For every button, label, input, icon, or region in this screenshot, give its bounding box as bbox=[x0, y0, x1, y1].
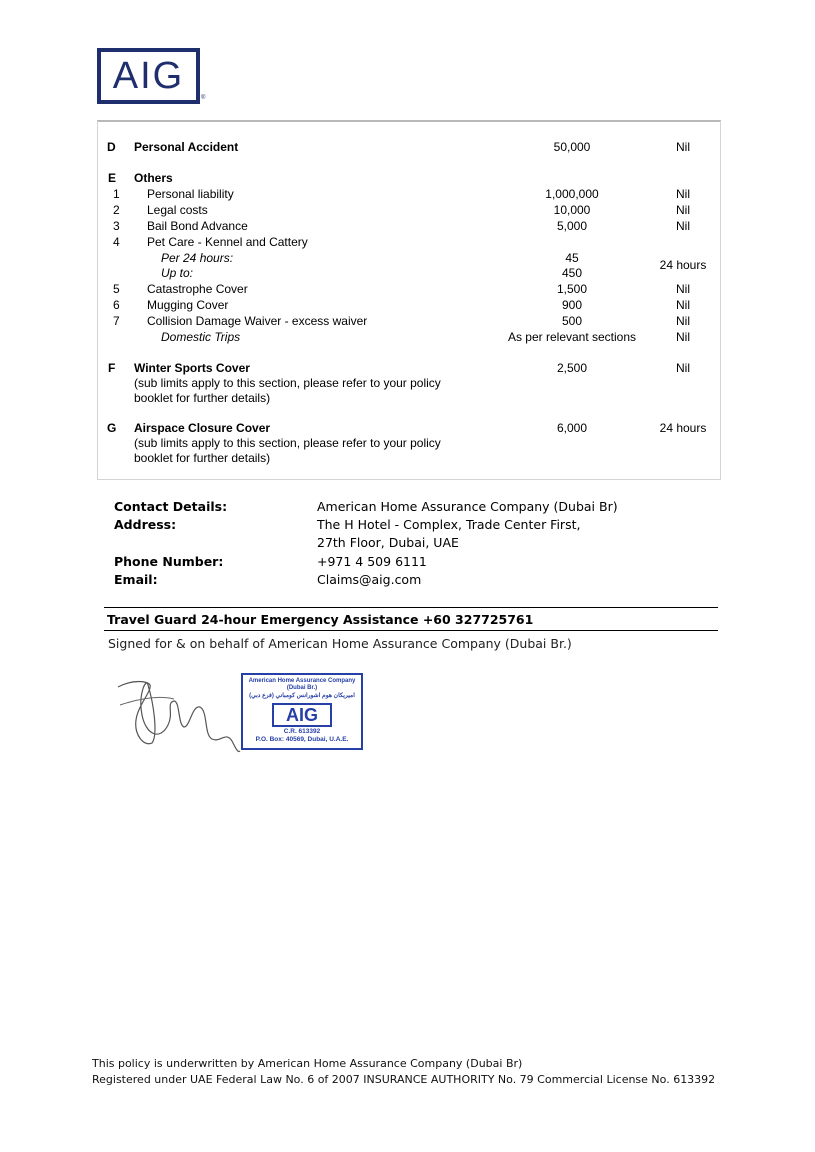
item-excess: Nil bbox=[676, 314, 690, 328]
section-g-excess: 24 hours bbox=[659, 421, 707, 435]
item-sum: 1,500 bbox=[556, 282, 588, 296]
item-num: 5 bbox=[113, 282, 120, 296]
section-f-title: Winter Sports Cover bbox=[134, 361, 250, 375]
section-d-excess: Nil bbox=[676, 140, 690, 154]
section-f-note: booklet for further details) bbox=[134, 391, 271, 405]
stamp-line-english: American Home Assurance Company (Dubai Br.) bbox=[248, 678, 356, 691]
item-num: 4 bbox=[113, 235, 120, 249]
pet-care-excess: 24 hours bbox=[659, 258, 707, 272]
emergency-assistance: Travel Guard 24-hour Emergency Assistance +60 327725761 bbox=[107, 612, 534, 627]
aig-logo bbox=[97, 48, 200, 104]
contact-details-label: Contact Details: bbox=[114, 499, 228, 514]
email-value: Claims@aig.com bbox=[317, 572, 422, 587]
item-excess: Nil bbox=[676, 187, 690, 201]
item-sum: 500 bbox=[561, 314, 583, 328]
item-excess: Nil bbox=[676, 330, 690, 344]
phone-label: Phone Number: bbox=[114, 554, 224, 569]
emergency-rule-bottom bbox=[104, 630, 718, 631]
item-sum: 45 bbox=[565, 251, 579, 265]
section-g-note: (sub limits apply to this section, please refer to your policy bbox=[134, 436, 441, 450]
stamp-line-arabic: اميريكان هوم اشورانس كومباني (فرع دبي) bbox=[249, 693, 355, 699]
section-f-note: (sub limits apply to this section, please refer to your policy bbox=[134, 376, 441, 390]
item-sublabel: Domestic Trips bbox=[161, 330, 241, 344]
item-label: Personal liability bbox=[147, 187, 234, 201]
item-sum: 10,000 bbox=[553, 203, 591, 217]
item-sum: 1,000,000 bbox=[545, 187, 599, 201]
footer-registration: Registered under UAE Federal Law No. 6 of 2007 INSURANCE AUTHORITY No. 79 Commercial License No. 613392 bbox=[92, 1073, 716, 1086]
address-line: The H Hotel - Complex, Trade Center First, bbox=[317, 517, 581, 532]
item-label: Pet Care - Kennel and Cattery bbox=[147, 235, 308, 249]
item-excess: Nil bbox=[676, 203, 690, 217]
item-label: Legal costs bbox=[147, 203, 208, 217]
stamp-pobox: P.O. Box: 40569, Dubai, U.A.E. bbox=[255, 736, 349, 743]
item-num: 1 bbox=[113, 187, 120, 201]
company-stamp bbox=[241, 673, 363, 750]
section-d-letter: D bbox=[107, 140, 116, 154]
item-label: Bail Bond Advance bbox=[147, 219, 248, 233]
item-excess: Nil bbox=[676, 219, 690, 233]
section-f-excess: Nil bbox=[676, 361, 690, 375]
item-num: 7 bbox=[113, 314, 120, 328]
email-label: Email: bbox=[114, 572, 158, 587]
section-e-title: Others bbox=[134, 171, 173, 185]
item-sublabel: Per 24 hours: bbox=[161, 251, 234, 265]
item-sum: 450 bbox=[561, 266, 583, 280]
section-d-sum: 50,000 bbox=[553, 140, 591, 154]
item-sum: 900 bbox=[561, 298, 583, 312]
logo-text: AIG bbox=[112, 55, 185, 97]
address-label: Address: bbox=[114, 517, 177, 532]
signed-statement: Signed for & on behalf of American Home Assurance Company (Dubai Br.) bbox=[108, 636, 572, 651]
stamp-logo: AIG bbox=[272, 703, 332, 727]
item-num: 2 bbox=[113, 203, 120, 217]
signature-image bbox=[108, 665, 243, 755]
item-num: 6 bbox=[113, 298, 120, 312]
phone-value: +971 4 509 6111 bbox=[317, 554, 427, 569]
item-excess: Nil bbox=[676, 298, 690, 312]
item-label: Collision Damage Waiver - excess waiver bbox=[147, 314, 368, 328]
section-g-note: booklet for further details) bbox=[134, 451, 271, 465]
section-g-sum: 6,000 bbox=[556, 421, 588, 435]
section-g-title: Airspace Closure Cover bbox=[134, 421, 271, 435]
address-line: 27th Floor, Dubai, UAE bbox=[317, 535, 459, 550]
item-sublabel: Up to: bbox=[161, 266, 194, 280]
stamp-cr: C.R. 613392 bbox=[283, 728, 321, 735]
section-g-letter: G bbox=[107, 421, 117, 435]
item-label: Mugging Cover bbox=[147, 298, 229, 312]
item-excess: Nil bbox=[676, 282, 690, 296]
section-e-letter: E bbox=[108, 171, 117, 185]
footer-underwriter: This policy is underwritten by American Home Assurance Company (Dubai Br) bbox=[92, 1057, 523, 1070]
emergency-rule-top bbox=[104, 607, 718, 608]
item-num: 3 bbox=[113, 219, 120, 233]
section-f-letter: F bbox=[108, 361, 116, 375]
section-d-title: Personal Accident bbox=[134, 140, 239, 154]
contact-details-value: American Home Assurance Company (Dubai Br) bbox=[317, 499, 618, 514]
logo-registered-mark: ® bbox=[201, 95, 206, 101]
item-sum: As per relevant sections bbox=[507, 330, 637, 344]
item-label: Catastrophe Cover bbox=[147, 282, 248, 296]
item-sum: 5,000 bbox=[556, 219, 588, 233]
section-f-sum: 2,500 bbox=[556, 361, 588, 375]
